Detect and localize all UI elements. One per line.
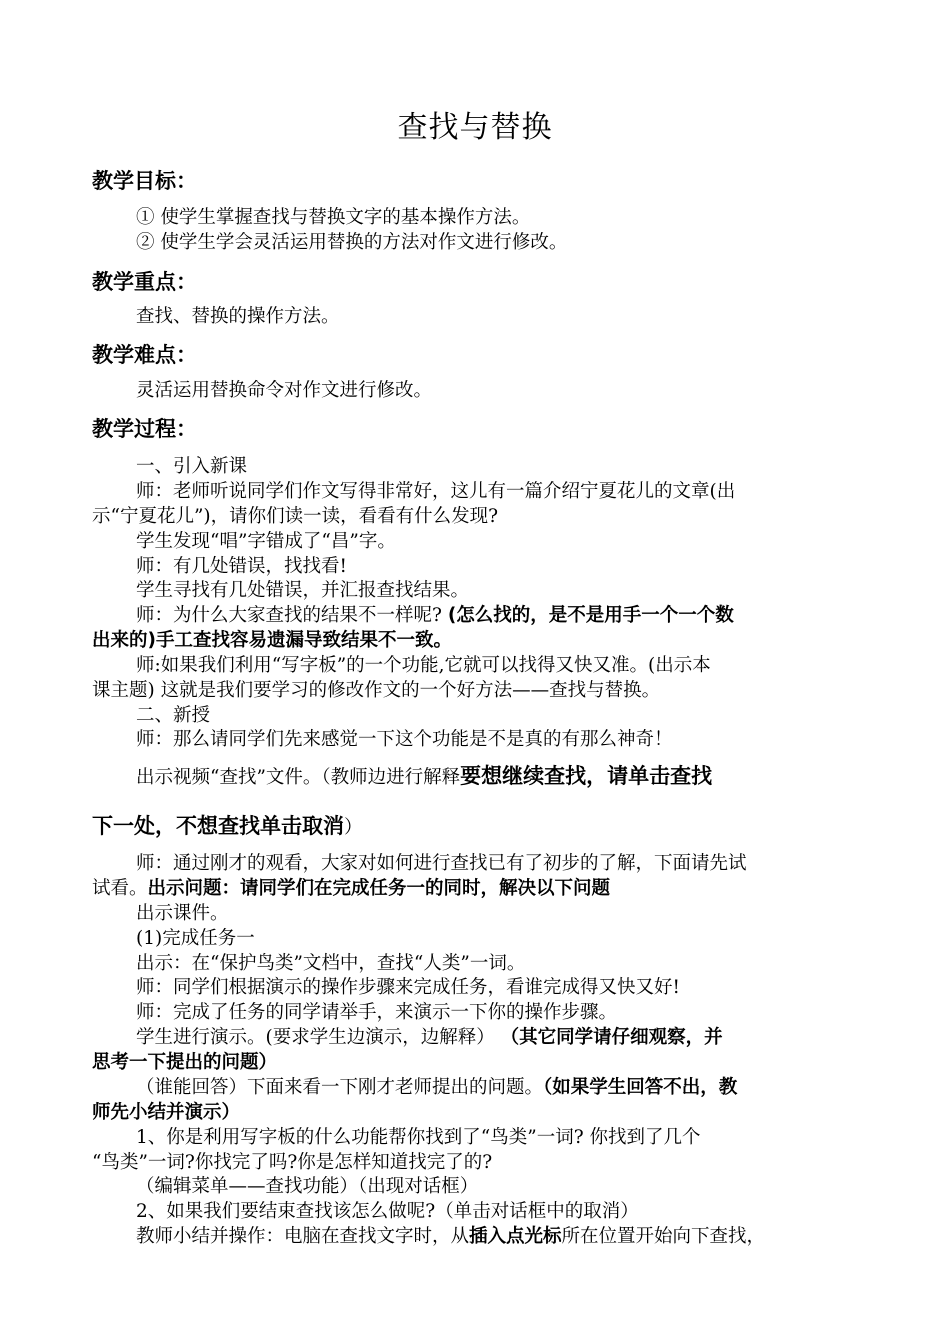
process-line: 师先小结并演示） bbox=[92, 1102, 241, 1123]
process-line: 学生发现“唱”字错成了“昌”字。 bbox=[136, 531, 396, 552]
process-text-bold: 出示问题：请同学们在完成任务一的同时，解决以下问题 bbox=[147, 878, 611, 899]
process-text: 师：为什么大家查找的结果不一样呢? bbox=[136, 605, 448, 626]
process-text-bold: (怎么找的，是不是用手一个一个数 bbox=[447, 605, 734, 626]
process-line: 师:如果我们利用“写字板”的一个功能,它就可以找得又快又准。(出示本 bbox=[136, 655, 711, 676]
process-line: 课主题) 这就是我们要学习的修改作文的一个好方法——查找与替换。 bbox=[92, 680, 661, 701]
process-line: 师：同学们根据演示的操作步骤来完成任务，看谁完成得又快又好! bbox=[136, 977, 680, 998]
process-text-bold: （如果学生回答不出，教 bbox=[543, 1077, 738, 1098]
process-line bbox=[136, 764, 712, 790]
process-line: 出示课件。 bbox=[136, 903, 229, 924]
process-line bbox=[136, 603, 734, 628]
process-line: 师：那么请同学们先来感觉一下这个功能是不是真的有那么神奇！ bbox=[136, 729, 673, 750]
process-text-bold: （其它同学请仔细观察，并 bbox=[500, 1027, 723, 1048]
process-text-bold: 插入点光标 bbox=[469, 1226, 562, 1247]
document-title: 查找与替换 bbox=[397, 110, 553, 145]
process-text: 出示视频“查找”文件。（教师边进行解释 bbox=[136, 767, 461, 788]
process-line: 思考一下提出的问题） bbox=[92, 1052, 278, 1073]
process-line: （编辑菜单——查找功能）（出现对话框） bbox=[136, 1176, 479, 1197]
process-text: 教师小结并操作：电脑在查找文字时，从 bbox=[136, 1226, 470, 1247]
process-text-bold: 要想继续查找，请单击查找 bbox=[460, 764, 713, 788]
process-text-bold: 下一处，不想查找单击取消 bbox=[92, 814, 344, 838]
process-line bbox=[136, 1075, 737, 1100]
process-line: “鸟类”一词?你找完了吗?你是怎样知道找完了的? bbox=[92, 1152, 493, 1173]
process-text: ） bbox=[344, 817, 363, 838]
process-line: 师：完成了任务的同学请举手，来演示一下你的操作步骤。 bbox=[136, 1002, 618, 1023]
heading-teaching-goals: 教学目标： bbox=[92, 169, 197, 193]
process-line: 师：通过刚才的观看，大家对如何进行查找已有了初步的了解，下面请先试 bbox=[136, 853, 747, 874]
difficult-points-text: 灵活运用替换命令对作文进行修改。 bbox=[136, 380, 433, 401]
process-text: 学生进行演示。(要求学生边演示，边解释） bbox=[136, 1027, 501, 1048]
process-line bbox=[136, 1224, 765, 1249]
heading-difficult-points: 教学难点： bbox=[92, 343, 197, 367]
process-line: 二、新授 bbox=[136, 705, 211, 726]
process-line bbox=[92, 814, 363, 840]
process-line bbox=[136, 1025, 723, 1050]
process-text: 所在位置开始向下查找， bbox=[561, 1226, 766, 1247]
heading-teaching-process: 教学过程： bbox=[92, 417, 197, 441]
process-line: 出示：在“保护鸟类”文档中，查找“人类”一词。 bbox=[136, 953, 526, 974]
goal-1: ① 使学生掌握查找与替换文字的基本操作方法。 bbox=[136, 207, 531, 228]
process-line: 1、你是利用写字板的什么功能帮你找到了“鸟类”一词? 你找到了几个 bbox=[136, 1127, 701, 1148]
process-line: 出来的)手工查找容易遗漏导致结果不一致。 bbox=[92, 630, 452, 651]
process-line: (1)完成任务一 bbox=[136, 928, 255, 949]
key-points-text: 查找、替换的操作方法。 bbox=[136, 306, 340, 327]
process-line: 师：有几处错误，找找看! bbox=[136, 556, 347, 577]
process-text: （谁能回答）下面来看一下刚才老师提出的问题。 bbox=[136, 1077, 544, 1098]
process-line: 2、如果我们要结束查找该怎么做呢?（单击对话框中的取消） bbox=[136, 1201, 639, 1222]
goal-2: ② 使学生学会灵活运用替换的方法对作文进行修改。 bbox=[136, 232, 568, 253]
process-line: 示“宁夏花儿”)，请你们读一读，看看有什么发现? bbox=[92, 506, 499, 527]
process-line bbox=[92, 876, 610, 901]
process-line: 师：老师听说同学们作文写得非常好，这儿有一篇介绍宁夏花儿的文章(出 bbox=[136, 481, 736, 502]
heading-key-points: 教学重点： bbox=[92, 270, 197, 294]
process-text: 试看。 bbox=[92, 878, 148, 899]
process-line: 学生寻找有几处错误，并汇报查找结果。 bbox=[136, 580, 470, 601]
process-line: 一、引入新课 bbox=[136, 456, 248, 477]
